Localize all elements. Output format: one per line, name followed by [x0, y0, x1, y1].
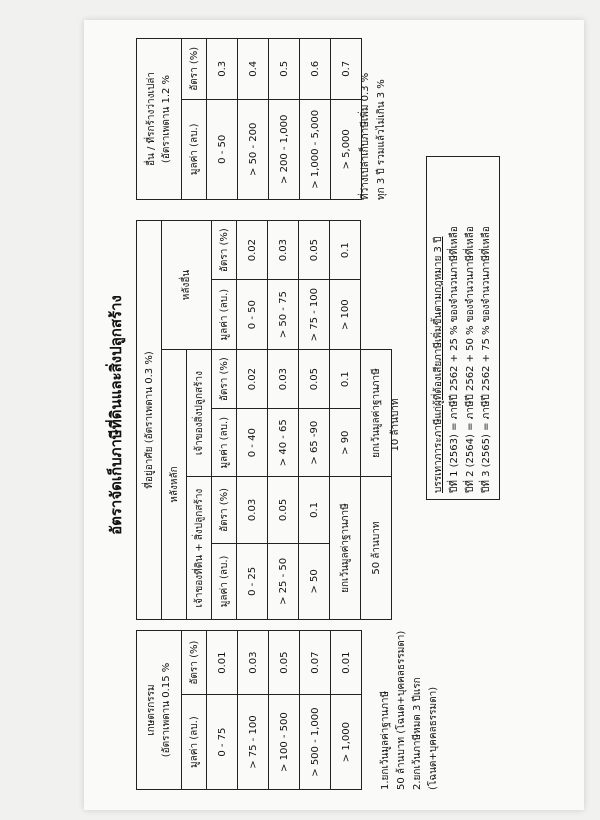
cell: 0.07 [300, 631, 331, 695]
cell: > 25 - 50 [268, 543, 299, 619]
transition-year-1: ปีที่ 1 (2563) = ภาษีปี 2562 + 25 % ของจำนวนภาษีที่เหลือ [449, 226, 460, 493]
table-row [269, 631, 300, 790]
res-col-value: มูลค่า (ลบ.) [212, 543, 237, 619]
cell: 0.03 [268, 350, 299, 409]
cell: 0.03 [237, 477, 268, 544]
table-row [207, 631, 238, 790]
agri-col-rate: อัตรา (%) [182, 631, 207, 695]
other-cap: (อัตราเพดาน 1.2 % [161, 74, 172, 164]
cell: 0.7 [331, 39, 362, 100]
table-row [268, 221, 299, 620]
left-note-2: 50 ล้านบาท (โฉนด+บุคคลธรรมดา) [396, 630, 407, 790]
cell: 0.03 [238, 631, 269, 695]
cell: > 75 - 100 [299, 280, 330, 350]
cell: > 5,000 [331, 99, 362, 199]
agri-heading-text: เกษตรกรรม [146, 684, 157, 736]
exempt-label: ยกเว้นมูลค่าฐานภาษี [339, 503, 351, 593]
residential-table [136, 220, 392, 620]
res-col-value: มูลค่า (ลบ.) [212, 409, 237, 477]
transition-year-2: ปีที่ 2 (2564) = ภาษีปี 2562 + 50 % ของจำนวนภาษีที่เหลือ [465, 226, 476, 493]
table-row [361, 221, 392, 620]
res-exempt-1 [330, 477, 361, 620]
table-row [330, 221, 361, 620]
transition-year-3: ปีที่ 3 (2565) = ภาษีปี 2562 + 75 % ของจำนวนภาษีที่เหลือ [481, 226, 492, 493]
cell: > 100 [330, 280, 361, 350]
table-row [238, 631, 269, 790]
cell: 0.05 [299, 221, 330, 280]
cell: 0 - 40 [237, 409, 268, 477]
table-row [269, 39, 300, 200]
other-note-1: ที่ว่างเปล่าเก็บภาษีเพิ่ม 0.3 % [360, 72, 371, 200]
cell: > 90 [330, 409, 361, 477]
table-row [299, 221, 330, 620]
cell: 0.6 [300, 39, 331, 100]
res-other-house: หลังอื่น [162, 221, 212, 350]
cell: 0.3 [207, 39, 238, 100]
cell: > 40 - 65 [268, 409, 299, 477]
other-note-2: ทุก 3 ปี รวมแล้วไม่เกิน 3 % [376, 79, 387, 200]
cell: 0.5 [269, 39, 300, 100]
res-col-rate: อัตรา (%) [212, 350, 237, 409]
empty-cell [361, 221, 392, 350]
cell: > 50 - 75 [268, 280, 299, 350]
agri-table [136, 630, 362, 790]
cell: > 75 - 100 [238, 695, 269, 790]
cell: 0.02 [237, 221, 268, 280]
left-notes [378, 620, 442, 790]
res-exempt-2: ยกเว้นมูลค่าฐานภาษี [361, 350, 392, 477]
cell: > 200 - 1,000 [269, 99, 300, 199]
cell: 0.1 [330, 221, 361, 280]
cell: 0.05 [269, 631, 300, 695]
res-col-rate: อัตรา (%) [212, 477, 237, 544]
cell: 0 - 75 [207, 695, 238, 790]
cell: 0 - 50 [207, 99, 238, 199]
agri-cap: (อัตราเพดาน 0.15 % [161, 662, 172, 758]
res-exempt-2-value: 10 ล้านบาท [390, 398, 401, 452]
cell: 0.01 [207, 631, 238, 695]
cell: 0 - 25 [237, 543, 268, 619]
cell: 0.01 [331, 631, 362, 695]
table-row [331, 631, 362, 790]
cell: > 50 [299, 543, 330, 619]
cell: > 50 - 200 [238, 99, 269, 199]
cell: 0.02 [237, 350, 268, 409]
res-owner-both: เจ้าของที่ดิน + สิ่งปลูกสร้าง [187, 477, 212, 620]
left-note-1: 1.ยกเว้นมูลค่าฐานภาษี [380, 690, 391, 790]
table-row [238, 39, 269, 200]
transition-box [426, 156, 500, 500]
cell: 0 - 50 [237, 280, 268, 350]
table-row [331, 39, 362, 200]
res-exempt-1-value: 50 ล้านบาท [361, 477, 392, 620]
res-heading: ที่อยู่อาศัย (อัตราเพดาน 0.3 %) [137, 221, 162, 620]
other-heading-text: อื่น / ที่รกร้างว่างเปล่า [146, 71, 157, 167]
table-row [300, 39, 331, 200]
cell: > 1,000 - 5,000 [300, 99, 331, 199]
cell: 0.05 [299, 350, 330, 409]
cell: > 1,000 [331, 695, 362, 790]
other-col-value: มูลค่า (ลบ.) [182, 99, 207, 199]
cell: 0.1 [330, 350, 361, 409]
agri-heading [137, 631, 182, 790]
other-col-rate: อัตรา (%) [182, 39, 207, 100]
cell: > 100 - 500 [269, 695, 300, 790]
res-col-rate: อัตรา (%) [212, 221, 237, 280]
table-row [207, 39, 238, 200]
other-heading [137, 39, 182, 200]
table-row [300, 631, 331, 790]
cell: > 65 -90 [299, 409, 330, 477]
document-title: อัตราจัดเก็บภาษีที่ดินและสิ่งปลูกสร้าง [107, 295, 125, 535]
res-owner-build: เจ้าของสิ่งปลูกสร้าง [187, 350, 212, 477]
left-note-3: 2.ยกเว้นภาษีหมด 3 ปีแรก [412, 677, 423, 790]
left-note-4: (โฉนด+บุคคลธรรมดา) [428, 686, 439, 790]
agri-col-value: มูลค่า (ลบ.) [182, 695, 207, 790]
cell: 0.1 [299, 477, 330, 544]
cell: 0.4 [238, 39, 269, 100]
cell: 0.03 [268, 221, 299, 280]
cell: > 500 - 1,000 [300, 695, 331, 790]
cell: 0.05 [268, 477, 299, 544]
other-table [136, 38, 362, 200]
res-main-house: หลังหลัก [162, 350, 187, 620]
table-row [237, 221, 268, 620]
transition-heading: บรรเทาภาระภาษีแก่ผู้ที่ต้องเสียภาษีเพิ่มขึ้นตามกฎหมาย 3 ปี [433, 236, 444, 493]
res-col-value: มูลค่า (ลบ.) [212, 280, 237, 350]
other-notes [358, 35, 390, 200]
rotated-content [96, 30, 566, 800]
